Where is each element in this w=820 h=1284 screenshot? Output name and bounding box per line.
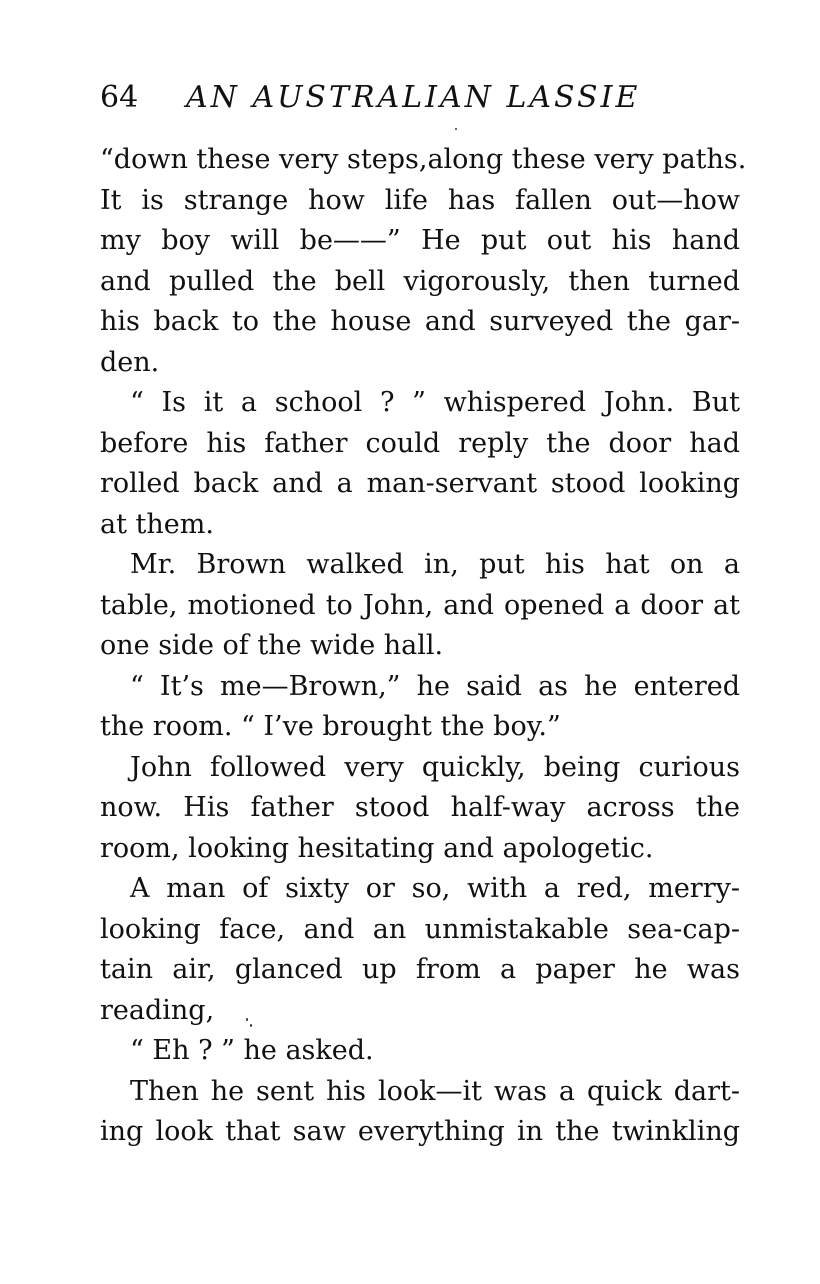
text-line: den. <box>100 346 160 378</box>
text-line: “ Eh ? ” he asked. <box>130 1035 374 1066</box>
page-header <box>100 78 740 118</box>
text-line: one side of the wide hall. <box>100 630 444 661</box>
scan-speck <box>455 128 457 130</box>
text-line: Mr. Brown walked in, put his hat on a <box>130 549 740 580</box>
text-line: and pulled the bell vigorously, then turned <box>100 265 740 297</box>
text-line: “ Is it a school ? ” whispered John. But <box>130 387 740 418</box>
text-line: Then he sent his look—it was a quick dart- <box>130 1075 740 1107</box>
text-line: reading, <box>100 994 215 1026</box>
text-line: “ It’s me—Brown,” he said as he entered <box>130 670 740 702</box>
text-line: table, motioned to John, and opened a door at <box>100 589 740 621</box>
text-line: rolled back and a man-servant stood looking <box>100 468 740 499</box>
text-line: my boy will be——” He put out his hand <box>100 225 740 256</box>
text-line: the room. “ I’ve brought the boy.” <box>100 711 561 742</box>
text-line: A man of sixty or so, with a red, merry- <box>130 873 740 904</box>
text-line: at them. <box>100 508 214 540</box>
text-line: ing look that saw everything in the twinkling <box>100 1116 740 1147</box>
text-line: “down these very steps,along these very paths. <box>100 144 747 175</box>
text-line: before his father could reply the door had <box>100 427 740 459</box>
running-title: AN AUSTRALIAN LASSIE <box>186 80 641 115</box>
scan-speck <box>250 1024 252 1027</box>
page-number: 64 <box>100 80 139 115</box>
text-line: It is strange how life has fallen out—how <box>100 184 740 216</box>
text-line: room, looking hesitating and apologetic. <box>100 832 654 864</box>
text-line: now. His father stood half-way across the <box>100 792 740 823</box>
text-line: John followed very quickly, being curious <box>130 751 740 783</box>
text-line: tain air, glanced up from a paper he was <box>100 954 740 985</box>
text-line: looking face, and an unmistakable sea-cap- <box>100 913 740 945</box>
text-line: his back to the house and surveyed the gar- <box>100 306 740 337</box>
body-text <box>100 140 747 1153</box>
scan-speck <box>246 1018 248 1021</box>
